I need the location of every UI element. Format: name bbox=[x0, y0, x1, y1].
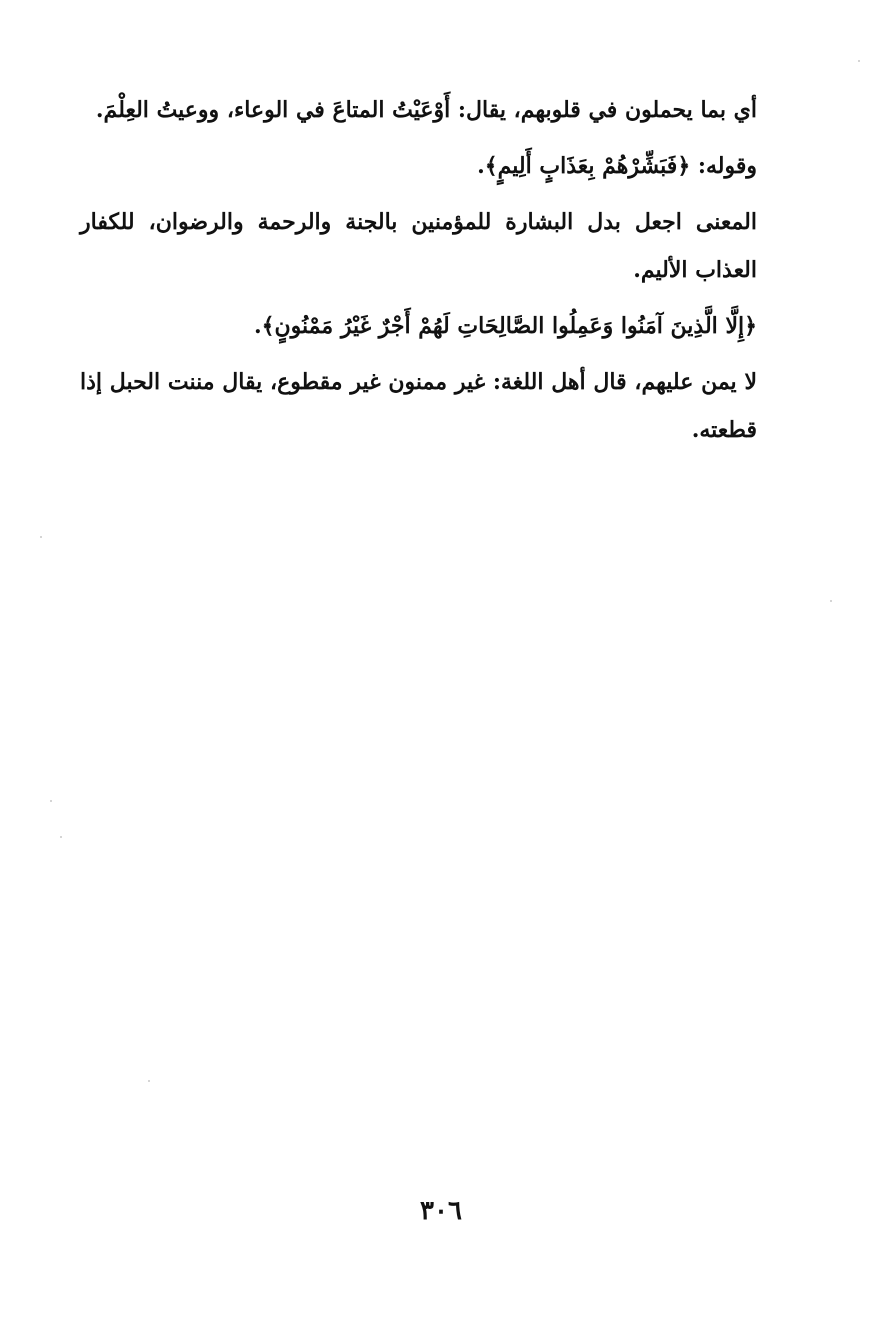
scan-speck bbox=[60, 836, 62, 838]
scan-speck bbox=[50, 800, 52, 802]
page-body bbox=[80, 86, 757, 462]
page-number: ٣٠٦ bbox=[420, 1196, 462, 1226]
paragraph-quran-quote-believers: ﴿إِلَّا الَّذِينَ آمَنُوا وَعَمِلُوا الصَّالِحَاتِ لَهُمْ أَجْرٌ غَيْرُ مَمْنُونٍ﴾. bbox=[253, 313, 757, 339]
scan-speck bbox=[148, 1080, 150, 1082]
scan-speck bbox=[40, 536, 42, 538]
paragraph-linguistic-note: لا يمن عليهم، قال أهل اللغة: غير ممنون غير مقطوع، يقال مننت الحبل إذا قطعته. bbox=[80, 369, 757, 443]
paragraph-explanation-vessel: أي بما يحملون في قلوبهم، يقال: أَوْعَيْتُ المتاعَ في الوعاء، ووعيتُ العِلْمَ. bbox=[95, 97, 757, 123]
paragraph-meaning-punishment: المعنى اجعل بدل البشارة للمؤمنين بالجنة والرحمة والرضوان، للكفار العذاب الأليم. bbox=[80, 209, 757, 283]
scan-speck bbox=[830, 600, 832, 602]
paragraph-quran-quote-glad-tidings: وقوله: ﴿فَبَشِّرْهُمْ بِعَذَابٍ أَلِيمٍ﴾. bbox=[477, 153, 757, 179]
scan-speck bbox=[858, 60, 860, 62]
